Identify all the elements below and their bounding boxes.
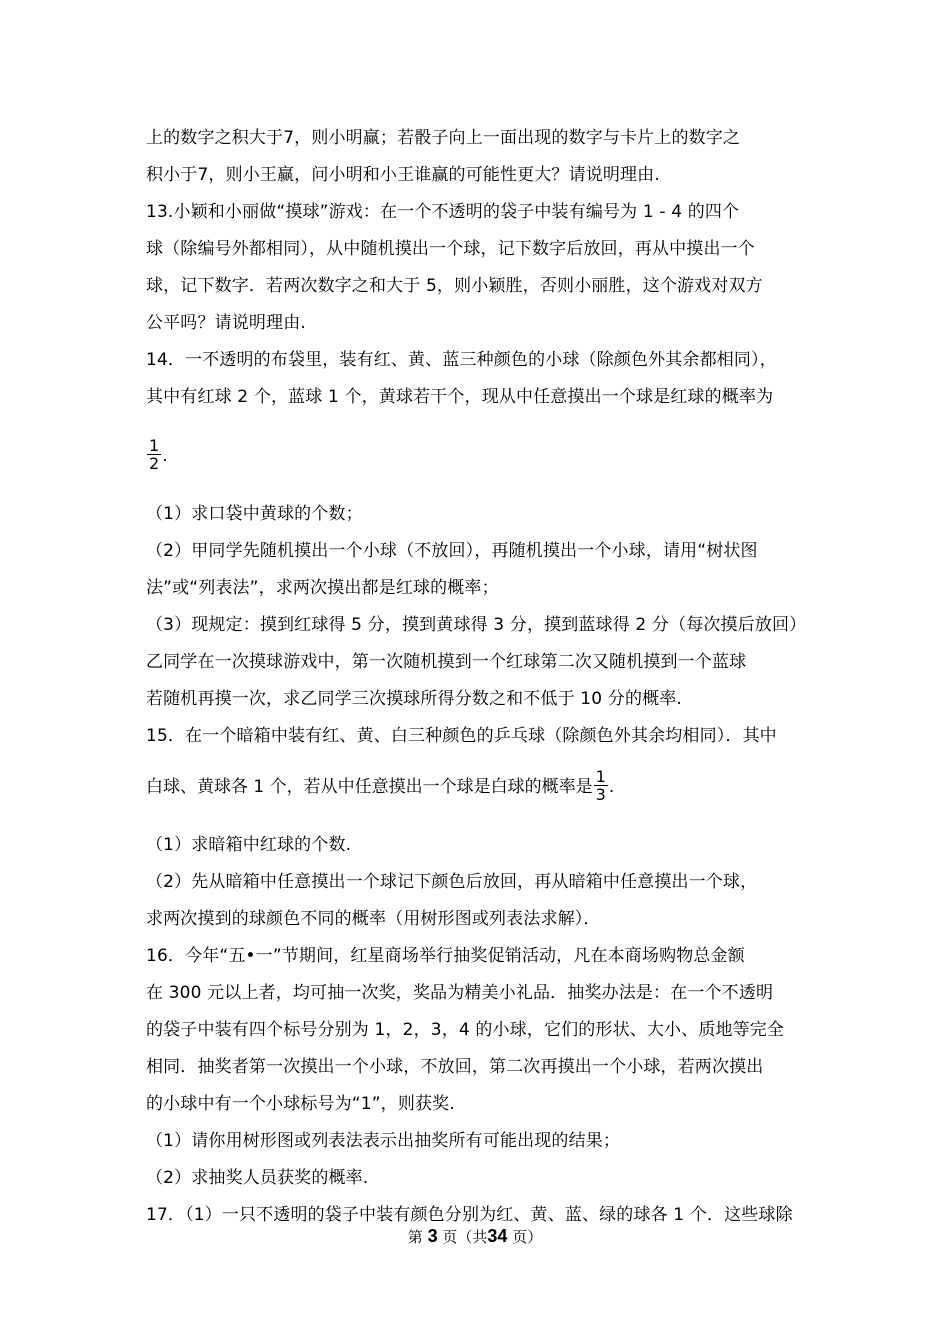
fraction [594, 768, 608, 803]
text-line: 若随机再摸一次，求乙同学三次摸球所得分数之和不低于 10 分的概率. [146, 689, 682, 709]
text-line: 求两次摸到的球颜色不同的概率（用树形图或列表法求解）． [146, 909, 601, 929]
document-body [146, 120, 808, 1234]
question-14: 14．一不透明的布袋里，装有红、黄、蓝三种颜色的小球（除颜色外其余都相同）， [146, 350, 777, 370]
question-16: 16．今年“五•一”节期间，红星商场举行抽奖促销活动，凡在本商场购物总金额 [146, 946, 745, 966]
page-number: 3 [427, 1226, 438, 1246]
q14-part-3: （3）现规定：摸到红球得 5 分，摸到黄球得 3 分，摸到蓝球得 2 分（每次摸后放回） [146, 615, 807, 635]
text-line: 球，记下数字．若两次数字之和大于 5，则小颖胜，否则小丽胜，这个游戏对双方 [146, 276, 763, 296]
text-line: 乙同学在一次摸球游戏中，第一次随机摸到一个红球第二次又随机摸到一个蓝球 [146, 652, 747, 672]
text-line: 球（除编号外都相同），从中随机摸出一个球，记下数字后放回，再从中摸出一个 [146, 239, 755, 259]
text-line: 上的数字之积大于7，则小明赢；若骰子向上一面出现的数字与卡片上的数字之 [146, 128, 741, 148]
text-line: 积小于7，则小王赢，问小明和小王谁赢的可能性更大？请说明理由. [146, 165, 660, 185]
fraction-suffix: . [162, 446, 168, 466]
text-line: 在 300 元以上者，均可抽一次奖，奖品为精美小礼品．抽奖办法是：在一个不透明 [146, 983, 774, 1003]
q15-part-1: （1）求暗箱中红球的个数. [146, 835, 352, 855]
footer-middle: 页（共 [442, 1228, 488, 1246]
fraction-denominator: 3 [595, 784, 606, 804]
q14-probability-fraction [146, 416, 808, 496]
page-footer [0, 1226, 950, 1247]
fraction [147, 437, 161, 472]
text-line: 其中有红球 2 个，蓝球 1 个，黄球若干个，现从中任意摸出一个球是红球的概率为 [146, 387, 774, 407]
q15-text: 白球、黄球各 1 个，若从中任意摸出一个球是白球的概率是 [146, 777, 593, 797]
text-line: 公平吗？请说明理由. [146, 313, 306, 333]
page-total: 34 [487, 1226, 508, 1246]
question-17: 17．（1）一只不透明的袋子中装有颜色分别为红、黄、蓝、绿的球各 1 个．这些球除 [146, 1205, 793, 1225]
fraction-numerator: 1 [149, 435, 160, 455]
text-line: 的袋子中装有四个标号分别为 1，2，3，4 的小球，它们的形状、大小、质地等完全 [146, 1020, 785, 1040]
q15-probability-line [146, 755, 808, 827]
q16-part-1: （1）请你用树形图或列表法表示出抽奖所有可能出现的结果； [146, 1131, 621, 1151]
question-15: 15．在一个暗箱中装有红、黄、白三种颜色的乒乓球（除颜色外其余均相同）．其中 [146, 726, 777, 746]
q14-part-2: （2）甲同学先随机摸出一个小球（不放回），再随机摸出一个小球，请用“树状图 [146, 541, 758, 561]
footer-prefix: 第 [407, 1228, 423, 1246]
q16-part-2: （2）求抽奖人员获奖的概率. [146, 1168, 369, 1188]
footer-suffix: 页） [512, 1228, 543, 1246]
text-line: 的小球中有一个小球标号为“1”，则获奖. [146, 1094, 455, 1114]
question-13: 13.小颖和小丽做“摸球”游戏：在一个不透明的袋子中装有编号为 1 - 4 的四个 [146, 202, 740, 222]
q15-part-2: （2）先从暗箱中任意摸出一个球记下颜色后放回，再从暗箱中任意摸出一个球， [146, 872, 758, 892]
text-line: 相同．抽奖者第一次摸出一个小球，不放回，第二次再摸出一个小球，若两次摸出 [146, 1057, 764, 1077]
q14-part-1: （1）求口袋中黄球的个数； [146, 504, 363, 524]
text-line: 法”或“列表法”，求两次摸出都是红球的概率； [146, 578, 499, 598]
fraction-suffix: . [608, 777, 615, 797]
fraction-numerator: 1 [595, 766, 606, 786]
fraction-denominator: 2 [149, 453, 160, 473]
